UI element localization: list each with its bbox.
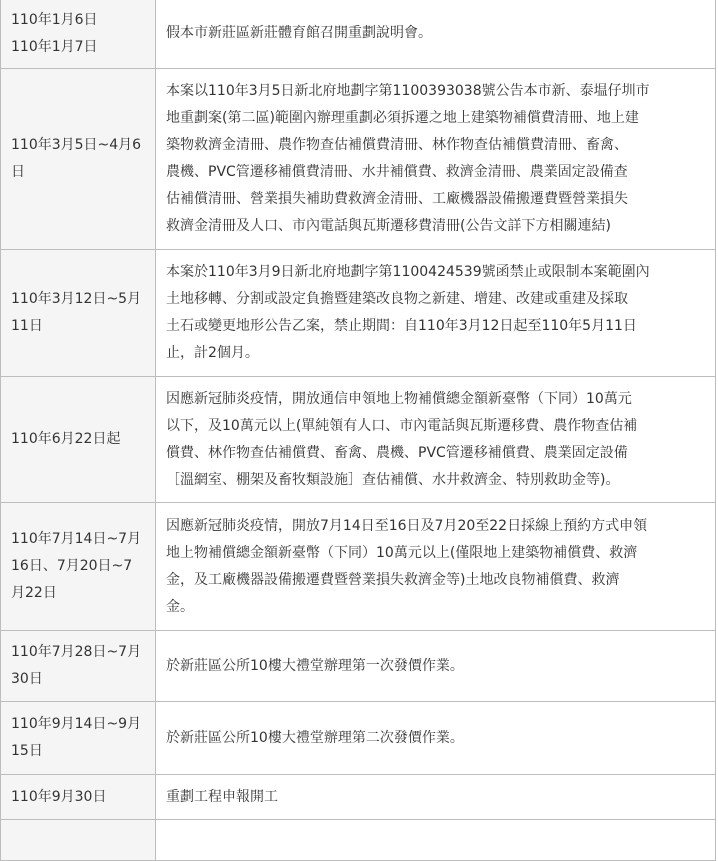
table-row: [1, 702, 716, 775]
schedule-table-body: [1, 0, 716, 861]
date-cell: [1, 0, 156, 69]
description-cell: [156, 631, 716, 702]
table-row: [1, 631, 716, 702]
description-text-line: 估補償清冊、營業損失補助費救濟金清冊、工廠機器設備搬遷費暨營業損失: [166, 191, 628, 207]
date-text-line: 110年3月12日~5月: [11, 291, 142, 307]
description-text-line: 以下，及10萬元以上(單純領有人口、市內電話與瓦斯遷移費、農作物查估補: [166, 417, 638, 434]
description-text-line: 地上物補償總金額新臺幣（下同）10萬元以上(僅限地上建築物補償費、救濟: [166, 544, 638, 561]
date-text-line: 日: [11, 164, 25, 180]
description-text-line: 償費、林作物查估補償費、畜禽、農機、PVC管遷移補償費、農業固定設備: [166, 444, 628, 461]
date-text-line: 110年9月14日~9月: [11, 716, 142, 732]
date-text-line: 11日: [11, 318, 43, 334]
description-text-line: 因應新冠肺炎疫情，開放通信申領地上物補償總金額新臺幣（下同）10萬元: [166, 390, 632, 407]
description-cell: [156, 0, 716, 69]
date-text-line: 110年1月6日: [11, 11, 98, 28]
description-text-line: 於新莊區公所10樓大禮堂辦理第一次發價作業。: [166, 657, 464, 674]
description-text-line: 假本市新莊區新莊體育館召開重劃說明會。: [166, 25, 432, 41]
date-text-line: 110年3月5日~4月6: [11, 137, 142, 153]
table-row: [1, 775, 716, 820]
date-text-line: 110年7月14日~7月: [11, 531, 142, 547]
description-cell: [156, 702, 716, 775]
description-text-line: 於新莊區公所10樓大禮堂辦理第二次發價作業。: [166, 729, 464, 746]
date-cell: [1, 250, 156, 377]
description-cell: [156, 377, 716, 503]
description-cell: [156, 69, 716, 250]
date-cell: [1, 377, 156, 503]
description-text-line: 築物救濟金清冊、農作物查估補償費清冊、林作物查估補償費清冊、畜禽、: [166, 137, 628, 153]
date-text-line: 110年9月30日: [11, 788, 107, 805]
description-cell: [156, 820, 716, 861]
description-text-line: 土地移轉、分割或設定負擔暨建築改良物之新建、增建、改建或重建及採取: [166, 291, 628, 307]
date-text-line: 30日: [11, 671, 43, 687]
date-text-line: 110年6月22日起: [11, 431, 121, 447]
date-cell: [1, 69, 156, 250]
date-cell: [1, 702, 156, 775]
date-text-line: 110年7月28日~7月: [11, 644, 142, 660]
table-row: [1, 69, 716, 250]
table-row: [1, 820, 716, 861]
description-text-line: 地重劃案(第二區)範圍內辦理重劃必須拆遷之地上建築物補償費清冊、地上建: [166, 110, 639, 126]
description-cell: [156, 775, 716, 820]
description-cell: [156, 503, 716, 631]
date-cell: [1, 503, 156, 631]
description-text-line: 止，計2個月。: [166, 345, 259, 361]
description-text-line: 重劃工程申報開工: [166, 788, 278, 805]
description-text-line: 救濟金清冊及人口、市內電話與瓦斯遷移費清冊(公告文詳下方相關連結): [166, 218, 611, 234]
description-text-line: 土石或變更地形公告乙案，禁止期間：自110年3月12日起至110年5月11日: [166, 318, 637, 334]
description-text-line: 本案以110年3月5日新北府地劃字第1100393038號公告本市新、泰塭仔圳市: [166, 83, 650, 99]
date-text-line: 16日、7月20日~7: [11, 558, 133, 574]
table-row: [1, 250, 716, 377]
date-text-line: 110年1月7日: [11, 38, 98, 55]
date-cell: [1, 820, 156, 861]
description-text-line: 金。: [166, 598, 194, 615]
description-text-line: 本案於110年3月9日新北府地劃字第1100424539號函禁止或限制本案範圍內: [166, 264, 650, 280]
date-cell: [1, 775, 156, 820]
date-cell: [1, 631, 156, 702]
table-row: [1, 377, 716, 503]
description-text-line: 因應新冠肺炎疫情，開放7月14日至16日及7月20至22日採線上預約方式申領: [166, 517, 648, 534]
date-text-line: 15日: [11, 743, 43, 759]
description-text-line: 金，及工廠機器設備搬遷費暨營業損失救濟金等)土地改良物補償費、救濟: [166, 571, 620, 588]
table-row: [1, 503, 716, 631]
date-text-line: 月22日: [11, 585, 57, 601]
table-row: [1, 0, 716, 69]
description-text-line: 農機、PVC管遷移補償費清冊、水井補償費、救濟金清冊、農業固定設備查: [166, 164, 628, 180]
description-cell: [156, 250, 716, 377]
description-text-line: ［溫網室、棚架及畜牧類設施］查估補償、水井救濟金、特別救助金等)。: [166, 471, 620, 488]
